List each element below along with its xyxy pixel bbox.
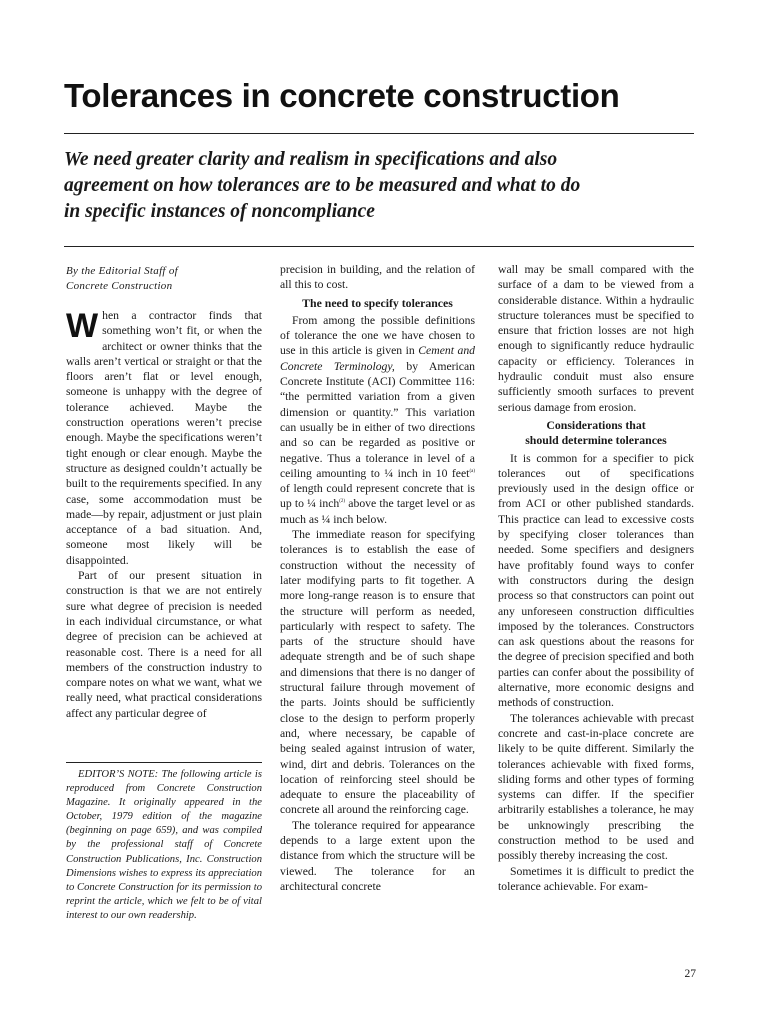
paragraph: wall may be small compared with the surface of a dam to be viewed from a considerable distance. Within a hydraulic structure tolerances must be specified to ensure that friction losses are not high enough to significantly reduce hydraulic capacity or efficiency. Tolerances in hydraulic conduit must also ensure sufficiently smooth surfaces to prevent serious damage from erosion. [498,263,694,414]
column-2 [280,262,475,894]
paragraph: precision in building, and the relation of all this to cost. [280,263,475,292]
editors-note-text: EDITOR’S NOTE: The following article is reproduced from Concrete Construction Magazine. It originally appeared in the October, 1979 edition of the magazine (beginning on page 659), and was compiled by the professional staff of Concrete Construction Publications, Inc. Construction Dimensions wishes to express its appreciation to Concrete Construction for its permission to reprint the article, which we felt to be of vital interest to our own readership. [66,769,262,921]
paragraph [280,313,475,527]
publication-title: Cement and Concrete Terminology, [280,344,476,373]
byline-line-2: Concrete Construction [66,280,173,292]
section-heading-line-2: should determine tolerances [525,433,667,448]
text-run: From among the possible definitions of tolerance the one we have chosen to use in this article is given in [280,313,475,358]
article-title: Tolerances in concrete construction [64,77,620,114]
text-run: by American Concrete Institute (ACI) Committee 116: “the permitted variation from a given dimension or quantity.” This variation can usually be in either of two directions and so can be regarded as positive or negative. Thus a tolerance in level of a ceiling amounting to ¼ inch in 10 feet [280,359,476,480]
deck-line-1: We need greater clarity and realism in specifications and also [64,149,558,170]
drop-cap: W [66,307,99,345]
paragraph: It is common for a specifier to pick tolerances out of specifications previously used in the design office or from ACI or other published standards. This practice can lead to excessive costs by specifying closer tolerances than needed. Some specifiers and designers have profitably found ways to confer with constructors during the design process so that constructors can point out any unforeseen construction difficulties imposed by the tolerances. Constructors can ask questions about the reasons for the degree of precision specified and both parties can confer about the possibility of alternative, more economic designs and methods of construction. [498,451,694,710]
paragraph: The immediate reason for specifying tolerances is to establish the ease of construction without the necessity of later modifying parts to fit together. A more long-range reason is to ensure that the structure will perform as needed, particularly with respect to safety. The parts of the structure should have adequate strength and be of such shape and dimensions that there is no danger of structural failure through movement of the parts. Joints should be sufficiently close to the design to perform properly and, where necessary, be capable of being sealed against intrusion of water, wind, dirt and debris. Tolerances on the location of reinforcing steel should be adequate to ensure the placeability of concrete all around the reinforcing cage. [280,528,475,817]
editors-note [66,762,262,923]
column-1 [66,262,262,721]
byline [66,264,262,294]
reference-mark: (a) [469,468,475,474]
page-number: 27 [684,968,696,980]
section-heading [498,418,694,449]
paragraph: Sometimes it is difficult to predict the tolerance achievable. For exam- [498,864,694,893]
paragraph: Part of our present situation in construction is that we are not entirely sure what degree of precision is needed in each individual circumstance, or what degree of precision can be achieved at reasonable cost. There is a need for all members of the construction industry to compare notes on what we want, what we really need, what practical considerations affect any particular degree of [66,569,262,720]
text-run: of length could represent concrete that is up to ¼ inch [280,482,475,511]
deck-line-3: in specific instances of noncompliance [64,201,375,222]
paragraph: The tolerances achievable with precast concrete and cast-in-place concrete are likely to be quite different. Similarly the tolerances achievable with fixed forms, sliding forms and other types of forming systems can differ. If the specifier arbitrarily establishes a tolerance, he may be unknowingly prescribing the construction method to be used and possibly thereby increasing the cost. [498,711,694,863]
paragraph: The tolerance required for appearance depends to a large extent upon the distance from which the structure will be viewed. The tolerance for an architectural concrete [280,818,475,893]
deck-line-2: agreement on how tolerances are to be measured and what to do [64,175,581,196]
article-deck [64,147,704,225]
reference-mark: (2) [339,499,346,505]
byline-line-1: By the Editorial Staff of [66,265,178,277]
section-heading-line-1: Considerations that [546,417,646,432]
section-heading: The need to specify tolerances [302,295,453,310]
column-3 [498,262,694,894]
intro-paragraph [66,308,262,568]
intro-text: hen a contractor finds that something won’t fit, or when the architect or owner thinks that the walls aren’t vertical or straight or that the floors aren’t flat or level enough, someone is unhappy with the degree of tolerance achieved. Maybe the construction operations weren’t precise enough. Maybe the specifications weren’t tight enough or clear enough. Maybe the structure as designed couldn’t actually be built to the requirements specified. In any case, some accommodation must be made—by repair, adjustment or just plain acceptance of a bad situation. And, someone most likely will be disappointed. [66,309,262,567]
title-divider [64,133,694,134]
text-run: above the target level or as much as ¼ inch below. [280,497,476,526]
deck-divider [64,246,694,247]
